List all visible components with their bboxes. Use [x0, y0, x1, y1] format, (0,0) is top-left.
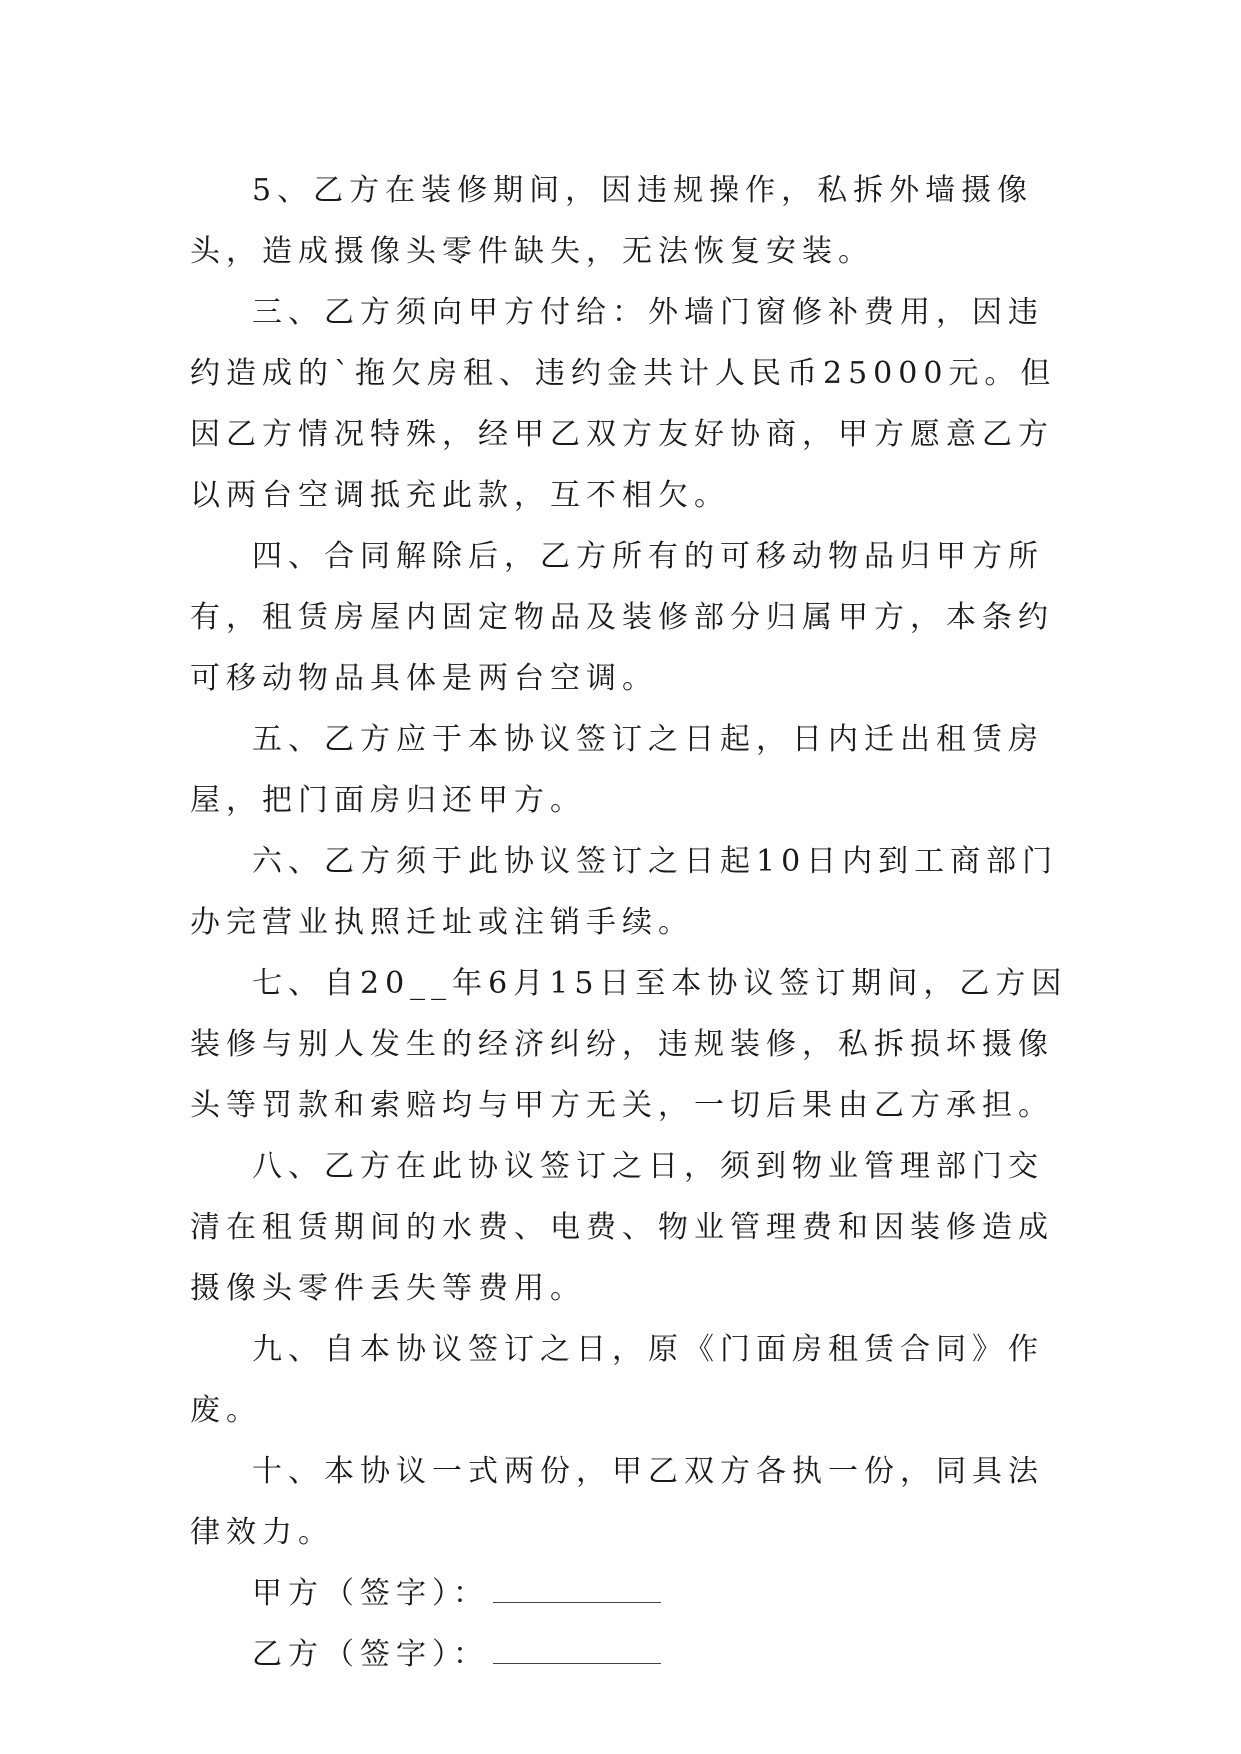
- party-a-signature-line: [190, 1563, 1070, 1624]
- clause-8-fees: 八、乙方在此协议签订之日，须到物业管理部门交清在租赁期间的水费、电费、物业管理费和因装修造成摄像头零件丢失等费用。: [190, 1149, 1054, 1306]
- clause-6-license: 六、乙方须于此协议签订之日起10日内到工商部门办完营业执照迁址或注销手续。: [190, 844, 1059, 940]
- party-b-signature-blank: [493, 1639, 661, 1664]
- clause-7-disputes: 七、自20__年6月15日至本协议签订期间，乙方因装修与别人发生的经济纠纷，违规装修，私拆损坏摄像头等罚款和索赔均与甲方无关，一切后果由乙方承担。: [190, 966, 1068, 1123]
- clause-5-camera: 5、乙方在装修期间，因违规操作，私拆外墙摄像头，造成摄像头零件缺失，无法恢复安装。: [190, 173, 1034, 269]
- clause-9-void: 九、自本协议签订之日，原《门面房租赁合同》作废。: [190, 1332, 1044, 1428]
- clause-4-property: 四、合同解除后，乙方所有的可移动物品归甲方所有，租赁房屋内固定物品及装修部分归属甲方，本条约可移动物品具体是两台空调。: [190, 539, 1054, 696]
- clause-10-copies: 十、本协议一式两份，甲乙双方各执一份，同具法律效力。: [190, 1454, 1044, 1550]
- document-page: [190, 160, 1070, 1685]
- party-b-signature-line: [190, 1624, 1070, 1685]
- party-a-signature-blank: [493, 1578, 661, 1603]
- clause-3-payment: 三、乙方须向甲方付给：外墙门窗修补费用，因违约造成的`拖欠房租、违约金共计人民币25000元。但因乙方情况特殊，经甲乙双方友好协商，甲方愿意乙方以两台空调抵充此款，互不相欠。: [190, 295, 1057, 513]
- clause-5-move-out: 五、乙方应于本协议签订之日起，日内迁出租赁房屋，把门面房归还甲方。: [190, 722, 1044, 818]
- party-b-signature-label: 乙方（签字）：: [252, 1637, 489, 1672]
- party-a-signature-label: 甲方（签字）：: [252, 1576, 489, 1611]
